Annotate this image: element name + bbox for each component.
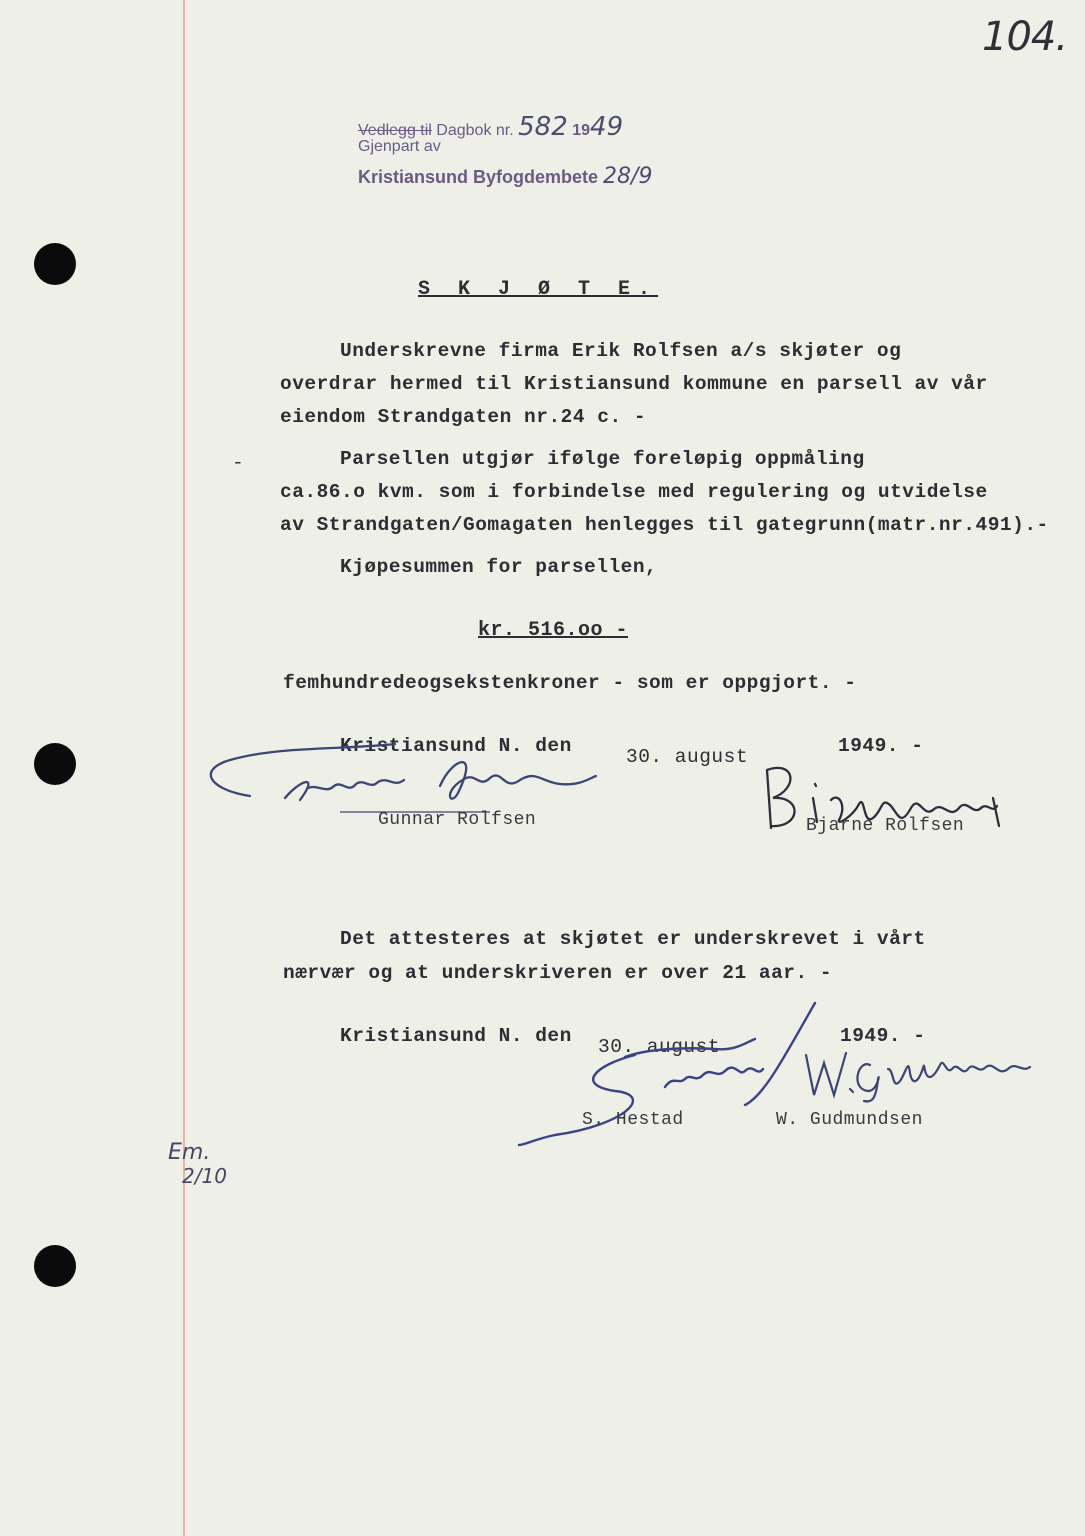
year-1: 1949. -: [838, 735, 924, 757]
place-1: Kristiansund N. den: [340, 735, 572, 757]
attest-line-2: nærvær og at underskriveren er over 21 aar. -: [283, 962, 833, 984]
stamp-year-suffix: 49: [590, 112, 624, 142]
attest-line-1: Det attesteres at skjøtet er underskrevet i vårt: [340, 928, 926, 950]
para1-line-2: overdrar hermed til Kristiansund kommune en parsell av vår: [280, 373, 988, 395]
document-title: S K J Ø T E.: [418, 278, 659, 301]
annotation-initials: Em.: [168, 1140, 211, 1165]
stamp-office-name: Kristiansund Byfogdembete: [358, 167, 599, 187]
date-1: 30. august: [626, 746, 749, 768]
witness-1-name: S. Hestad: [582, 1110, 684, 1130]
punch-hole-bottom: [34, 1245, 76, 1287]
signer-2-name: Bjarne Rolfsen: [806, 816, 965, 836]
page-number: 104.: [982, 14, 1068, 60]
place-2: Kristiansund N. den: [340, 1025, 572, 1047]
purchase-amount: kr. 516.oo -: [478, 619, 629, 642]
para2-line-1: Parsellen utgjør ifølge foreløpig oppmåling: [340, 448, 865, 470]
stamp-struck-text: Vedlegg til: [358, 122, 432, 139]
punch-hole-middle: [34, 743, 76, 785]
stamp-handwritten-date: 28/9: [603, 164, 653, 189]
para2-line-2: ca.86.o kvm. som i forbindelse med regulering og utvidelse: [280, 481, 988, 503]
date-2: 30. august: [598, 1036, 721, 1058]
para2-marker: -: [232, 452, 245, 474]
stamp-copy-label: Gjenpart av: [358, 138, 441, 155]
para2-line-3: av Strandgaten/Gomagaten henlegges til gategrunn(matr.nr.491).-: [280, 514, 1049, 536]
year-2: 1949. -: [840, 1025, 926, 1047]
para1-line-3: eiendom Strandgaten nr.24 c. -: [280, 406, 647, 428]
handwritten-annotation: [168, 1140, 227, 1188]
punch-hole-top: [34, 243, 76, 285]
margin-line: [183, 0, 185, 1536]
annotation-date: 2/10: [182, 1164, 227, 1188]
stamp-year-prefix: 19: [572, 122, 591, 139]
signer-1-name: Gunnar Rolfsen: [378, 810, 537, 830]
para1-line-1: Underskrevne firma Erik Rolfsen a/s skjøter og: [340, 340, 902, 362]
stamp-dagbok-number: 582: [518, 112, 568, 142]
para3-line: Kjøpesummen for parsellen,: [340, 556, 658, 578]
amount-in-words: femhundredeogsekstenkroner - som er oppgjort. -: [283, 672, 857, 694]
signature-w-gudmundsen: [790, 1025, 1050, 1115]
stamp-dagbok-label: Dagbok nr.: [436, 122, 514, 139]
witness-2-name: W. Gudmundsen: [776, 1110, 923, 1130]
registration-stamp: [358, 110, 718, 190]
